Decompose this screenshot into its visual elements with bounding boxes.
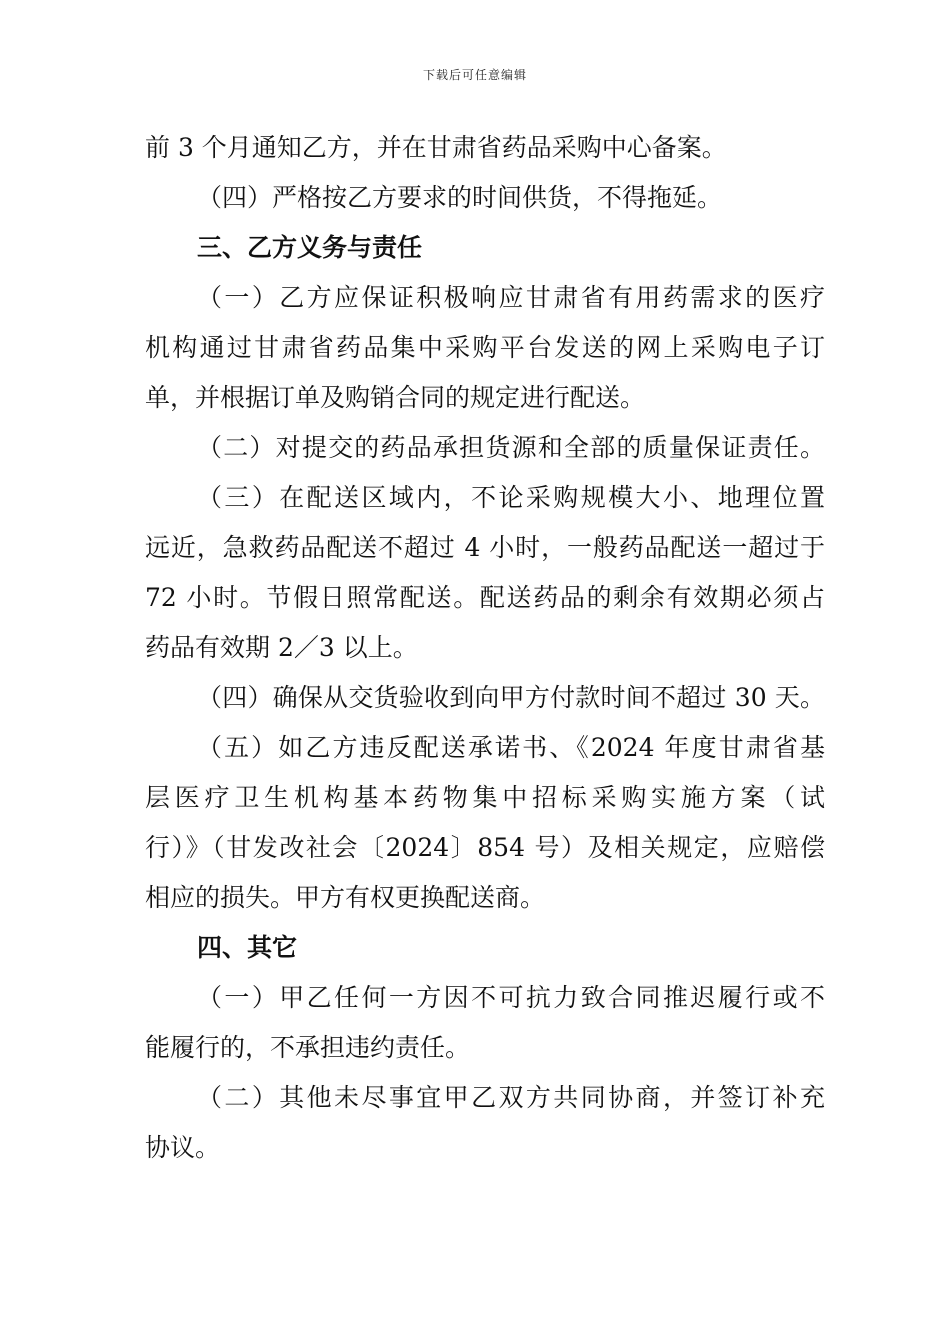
paragraph-line: （四）严格按乙方要求的时间供货，不得拖延。: [197, 183, 723, 212]
paragraph-line: 远近，急救药品配送不超过 4 小时，一般药品配送一超过于: [145, 533, 825, 562]
paragraph-line: （一）乙方应保证积极响应甘肃省有用药需求的医疗: [197, 283, 825, 312]
paragraph-line: （二）对提交的药品承担货源和全部的质量保证责任。: [197, 433, 825, 462]
paragraph-line: 单，并根据订单及购销合同的规定进行配送。: [145, 383, 646, 412]
paragraph-line: 72 小时。节假日照常配送。配送药品的剩余有效期必须占: [145, 583, 825, 612]
paragraph-line: 层医疗卫生机构基本药物集中招标采购实施方案（试: [145, 783, 825, 812]
paragraph-line: 前 3 个月通知乙方，并在甘肃省药品采购中心备案。: [145, 133, 727, 162]
section-heading-4: 四、其它: [197, 933, 298, 962]
paragraph-line: （三）在配送区域内，不论采购规模大小、地理位置: [197, 483, 825, 512]
paragraph-line: 行）》（甘发改社会〔2024〕854 号）及相关规定，应赔偿: [145, 833, 825, 862]
paragraph-line: 机构通过甘肃省药品集中采购平台发送的网上采购电子订: [145, 333, 825, 362]
paragraph-line: （五）如乙方违反配送承诺书、《2024 年度甘肃省基: [197, 733, 825, 762]
paragraph-line: （二）其他未尽事宜甲乙双方共同协商，并签订补充: [197, 1083, 825, 1112]
paragraph-line: 药品有效期 2／3 以上。: [145, 633, 418, 662]
paragraph-line: 能履行的，不承担违约责任。: [145, 1033, 471, 1062]
header-note: 下载后可任意编辑: [422, 68, 527, 82]
section-heading-3: 三、乙方义务与责任: [197, 233, 423, 262]
paragraph-line: （四）确保从交货验收到向甲方付款时间不超过 30 天。: [197, 683, 825, 712]
paragraph-line: （一）甲乙任何一方因不可抗力致合同推迟履行或不: [197, 983, 825, 1012]
paragraph-line: 相应的损失。甲方有权更换配送商。: [145, 883, 546, 912]
paragraph-line: 协议。: [145, 1133, 221, 1162]
